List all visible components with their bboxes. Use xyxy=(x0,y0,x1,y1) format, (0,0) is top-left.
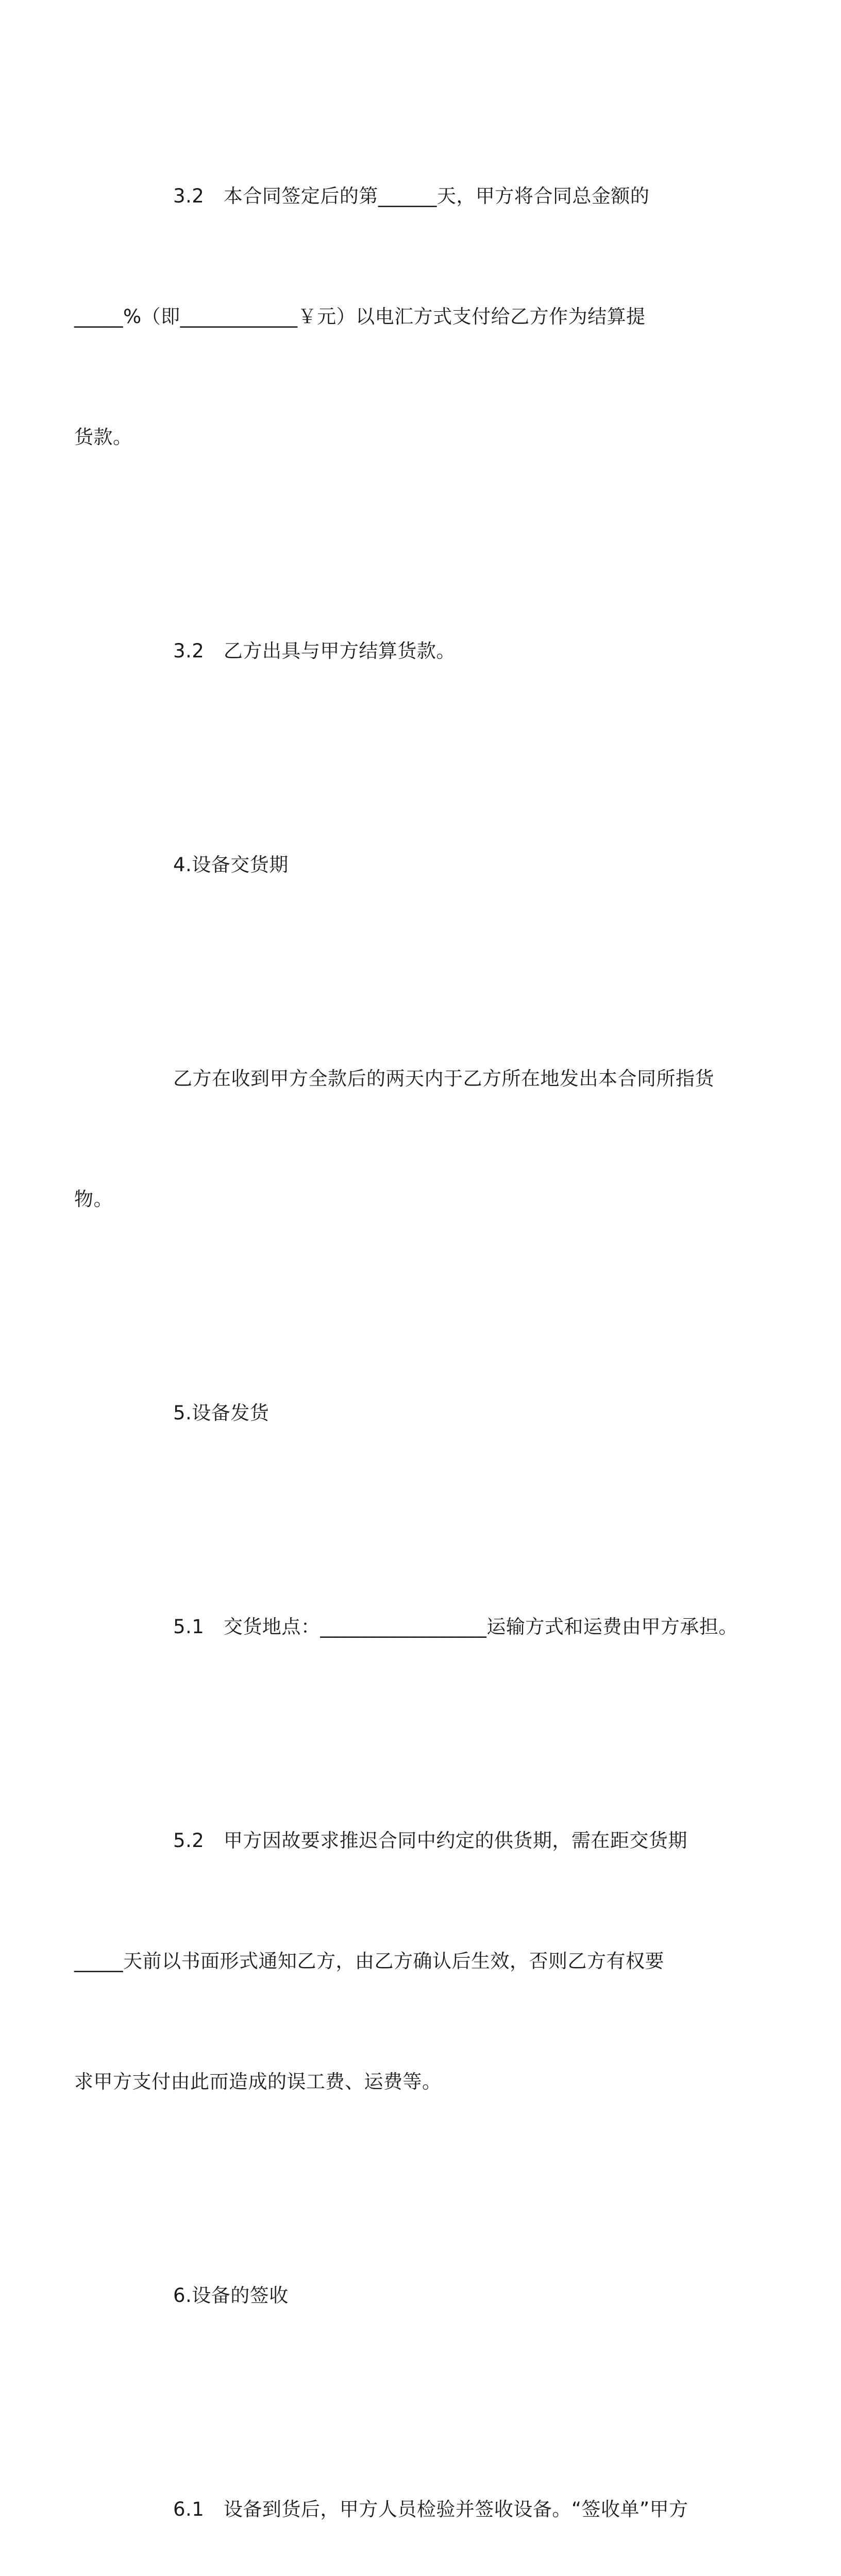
document-body xyxy=(74,96,738,2576)
text-line: 3.2 乙方出具与甲方结算货款。 xyxy=(173,640,456,662)
section-4-body xyxy=(74,978,721,1300)
clause-5-1 xyxy=(124,1527,738,1727)
text-line: 5.2 甲方因故要求推迟合同中约定的供货期，需在距交货期 xyxy=(173,1829,687,1852)
section-title: 6.设备的签收 xyxy=(173,2284,289,2307)
text-line: 6.1 设备到货后，甲方人员检验并签收设备。“签收单”甲方 xyxy=(173,2498,688,2520)
clause-3-2-settlement xyxy=(124,551,721,752)
text-line: _____天前以书面形式通知乙方，由乙方确认后生效，否则乙方有权要 xyxy=(74,1950,664,1972)
section-title: 4.设备交货期 xyxy=(173,854,289,876)
text-line: 物。 xyxy=(74,1188,113,1210)
text-line: 5.1 交货地点：_________________运输方式和运费由甲方承担。 xyxy=(173,1616,738,1638)
section-heading-6 xyxy=(124,2195,721,2396)
text-line: 货款。 xyxy=(74,426,132,448)
clause-6-1 xyxy=(124,2409,721,2576)
text-line: 乙方在收到甲方全款后的两天内于乙方所在地发出本合同所指货 xyxy=(173,1067,714,1090)
section-title: 5.设备发货 xyxy=(173,1402,270,1424)
clause-5-2 xyxy=(74,1740,721,2182)
section-heading-4 xyxy=(124,765,721,965)
section-heading-5 xyxy=(124,1313,721,1514)
text-line: _____%（即____________￥元）以电汇方式支付给乙方作为结算提 xyxy=(74,306,646,328)
text-line: 求甲方支付由此而造成的误工费、运费等。 xyxy=(74,2071,442,2093)
clause-3-2-payment xyxy=(74,96,721,538)
text-line: 3.2 本合同签定后的第______天，甲方将合同总金额的 xyxy=(173,185,650,207)
